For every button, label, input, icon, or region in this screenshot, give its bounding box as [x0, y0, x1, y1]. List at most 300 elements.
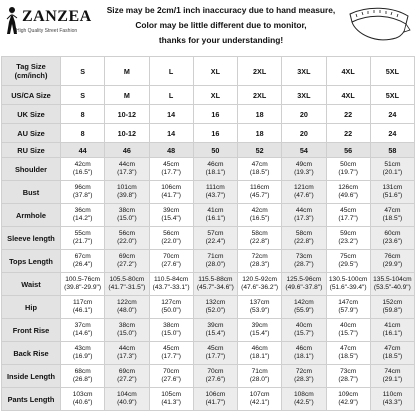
cm-value: 71cm	[251, 368, 268, 375]
cm-value: 105cm	[161, 391, 182, 398]
measurement-cell	[282, 296, 326, 319]
measurement-cell	[282, 319, 326, 342]
cm-value: 56cm	[163, 230, 180, 237]
measurement-cell	[370, 388, 414, 411]
measurement-cell	[370, 296, 414, 319]
inch-value: (28.7")	[294, 261, 314, 268]
measuring-tape-icon	[346, 4, 412, 48]
measurement-cell	[370, 250, 414, 273]
inch-value: (23.2")	[338, 238, 358, 245]
cm-value: 130.5-100cm	[328, 276, 368, 283]
brand-tagline: High Quality Street Fashion	[16, 28, 78, 34]
cm-value: 110cm	[382, 391, 403, 398]
inch-value: (55.9")	[294, 307, 314, 314]
measurement-cell	[149, 227, 193, 250]
measurement-cell	[282, 158, 326, 181]
measurement-cell	[370, 181, 414, 204]
cm-value: 152cm	[382, 299, 403, 306]
row-label: US/CA Size	[2, 86, 61, 105]
brand-name: ZANZEA	[22, 8, 92, 25]
cm-value: 51cm	[384, 161, 401, 168]
measurement-cell	[370, 204, 414, 227]
measurement-cell	[370, 342, 414, 365]
inch-value: (18.5")	[338, 353, 358, 360]
measurement-cell	[238, 319, 282, 342]
inch-value: (59.8")	[382, 307, 403, 314]
size-cell: 20	[282, 124, 326, 143]
inch-value: (29.1")	[382, 376, 403, 383]
measurement-label: Pants Length	[2, 388, 61, 411]
measurement-row	[2, 158, 415, 181]
size-cell: 3XL	[282, 86, 326, 105]
cm-value: 69cm	[118, 368, 135, 375]
cm-value: 72cm	[295, 368, 312, 375]
cm-value: 111cm	[205, 184, 225, 191]
notice-line-3: thanks for your understanding!	[158, 35, 284, 45]
cm-value: 60cm	[384, 230, 401, 237]
measurement-cell	[105, 296, 149, 319]
inch-value: (18.5")	[249, 169, 270, 176]
size-cell: M	[105, 86, 149, 105]
inch-value: (17.7")	[161, 353, 181, 360]
inch-value: (29.5")	[338, 261, 358, 268]
inch-value: (15.0")	[161, 330, 181, 337]
inch-value: (28.0")	[249, 376, 270, 383]
measurement-label: Sleeve length	[2, 227, 61, 250]
size-notice	[96, 3, 346, 48]
cm-value: 43cm	[74, 345, 91, 352]
measurement-cell	[370, 158, 414, 181]
inch-value: (18.1")	[249, 353, 270, 360]
cm-value: 47cm	[340, 345, 357, 352]
inch-value: (45.7")	[249, 192, 270, 199]
cm-value: 46cm	[295, 345, 312, 352]
inch-value: (46.1")	[72, 307, 93, 314]
inch-value: (27.6")	[205, 376, 226, 383]
measurement-cell	[105, 250, 149, 273]
measurement-cell	[193, 273, 237, 296]
cm-value: 46cm	[251, 345, 268, 352]
inch-value: (49.6"-37.8")	[285, 284, 323, 291]
size-cell: 3XL	[282, 57, 326, 86]
cm-value: 131cm	[382, 184, 403, 191]
inch-value: (18.1")	[294, 353, 314, 360]
inch-value: (28.3")	[249, 261, 270, 268]
cm-value: 36cm	[74, 207, 91, 214]
measurement-cell	[326, 296, 370, 319]
size-cell: XL	[193, 86, 237, 105]
measurement-cell	[61, 388, 105, 411]
measurement-cell	[282, 181, 326, 204]
inch-value: (16.1")	[382, 330, 403, 337]
inch-value: (22.0")	[161, 238, 181, 245]
cm-value: 38cm	[118, 207, 135, 214]
inch-value: (42.9")	[338, 399, 358, 406]
inch-value: (23.6")	[382, 238, 403, 245]
notice-line-1: Size may be 2cm/1 inch inaccuracy due to hand measure,	[106, 5, 336, 15]
cm-value: 142cm	[293, 299, 314, 306]
inch-value: (41.7"-31.5")	[108, 284, 146, 291]
measurement-cell	[282, 388, 326, 411]
cm-value: 73cm	[340, 368, 357, 375]
notice-line-2: Color may be little different due to monitor,	[135, 20, 307, 30]
inch-value: (18.5")	[382, 353, 403, 360]
cm-value: 47cm	[384, 207, 401, 214]
measurement-cell	[282, 204, 326, 227]
measurement-cell	[193, 296, 237, 319]
measurement-cell	[61, 181, 105, 204]
cm-value: 70cm	[163, 253, 180, 260]
measurement-row	[2, 181, 415, 204]
cm-value: 38cm	[118, 322, 135, 329]
inch-value: (15.7")	[338, 330, 358, 337]
cm-value: 58cm	[295, 230, 312, 237]
inch-value: (27.6")	[161, 261, 181, 268]
measurement-cell	[193, 342, 237, 365]
measurement-cell	[61, 273, 105, 296]
measurement-cell	[282, 365, 326, 388]
size-cell: 16	[193, 105, 237, 124]
inch-value: (22.4")	[205, 238, 226, 245]
measurement-cell	[61, 204, 105, 227]
size-cell: 24	[370, 124, 414, 143]
measurement-cell	[326, 204, 370, 227]
cm-value: 47cm	[384, 345, 401, 352]
cm-value: 135.5-104cm	[373, 276, 412, 283]
cm-value: 46cm	[207, 161, 224, 168]
inch-value: (50.0")	[161, 307, 181, 314]
cm-value: 41cm	[207, 207, 224, 214]
inch-value: (22.0")	[117, 238, 137, 245]
inch-value: (15.0")	[117, 215, 137, 222]
inch-value: (22.8")	[294, 238, 314, 245]
cm-value: 75cm	[340, 253, 357, 260]
size-cell: 56	[326, 143, 370, 158]
inch-value: (43.7")	[205, 192, 226, 199]
cm-value: 68cm	[74, 368, 91, 375]
measurement-cell	[105, 342, 149, 365]
inch-value: (20.1")	[382, 169, 403, 176]
measurement-cell	[61, 227, 105, 250]
cm-value: 70cm	[163, 368, 180, 375]
cm-value: 45cm	[340, 207, 357, 214]
measurement-label: Waist	[2, 273, 61, 296]
cm-value: 106cm	[205, 391, 226, 398]
size-cell: 24	[370, 105, 414, 124]
measurement-cell	[282, 273, 326, 296]
measurement-cell	[326, 342, 370, 365]
measurement-row	[2, 204, 415, 227]
measurement-cell	[370, 227, 414, 250]
inch-value: (14.6")	[72, 330, 93, 337]
inch-value: (40.6")	[72, 399, 93, 406]
tag-size-row	[2, 57, 415, 86]
inch-value: (17.7")	[161, 169, 181, 176]
inch-value: (18.1")	[205, 169, 226, 176]
size-cell: 2XL	[238, 57, 282, 86]
size-cell: 10-12	[105, 124, 149, 143]
measurement-cell	[238, 273, 282, 296]
cm-value: 105.5-80cm	[109, 276, 145, 283]
measurement-cell	[193, 319, 237, 342]
cm-value: 39cm	[207, 322, 224, 329]
measurement-cell	[105, 388, 149, 411]
cm-value: 125.5-96cm	[286, 276, 322, 283]
measurement-cell	[370, 365, 414, 388]
measurement-cell	[61, 342, 105, 365]
inch-value: (29.9")	[382, 261, 403, 268]
measurement-cell	[149, 158, 193, 181]
inch-value: (37.8")	[72, 192, 93, 199]
inch-value: (28.7")	[338, 376, 358, 383]
measurement-label: Back Rise	[2, 342, 61, 365]
inch-value: (43.7"-33.1")	[152, 284, 190, 291]
inch-value: (52.0")	[205, 307, 226, 314]
measurement-cell	[105, 158, 149, 181]
measurement-cell	[149, 319, 193, 342]
size-cell: 50	[193, 143, 237, 158]
measurement-row	[2, 319, 415, 342]
size-cell: 22	[326, 105, 370, 124]
cm-value: 39cm	[163, 207, 180, 214]
inch-value: (27.2")	[117, 376, 137, 383]
cm-value: 42cm	[74, 161, 91, 168]
inch-value: (21.7")	[72, 238, 93, 245]
measurement-label: Bust	[2, 181, 61, 204]
cm-value: 126cm	[338, 184, 359, 191]
cm-value: 38cm	[163, 322, 180, 329]
cm-value: 106cm	[161, 184, 182, 191]
measurement-cell	[326, 388, 370, 411]
size-cell: 14	[149, 124, 193, 143]
cm-value: 47cm	[251, 161, 268, 168]
inch-value: (28.0")	[205, 261, 226, 268]
inch-value: (57.9")	[338, 307, 358, 314]
cm-value: 41cm	[384, 322, 401, 329]
size-cell: S	[61, 86, 105, 105]
measurement-label: Front Rise	[2, 319, 61, 342]
cm-value: 56cm	[118, 230, 135, 237]
inch-value: (16.9")	[72, 353, 93, 360]
inch-value: (28.3")	[294, 376, 314, 383]
cm-value: 42cm	[251, 207, 268, 214]
inch-value: (53.9")	[249, 307, 270, 314]
measurement-cell	[282, 250, 326, 273]
cm-value: 107cm	[249, 391, 270, 398]
size-cell: 8	[61, 124, 105, 143]
uk-size-row	[2, 105, 415, 124]
inch-value: (48.0")	[117, 307, 137, 314]
cm-value: 147cm	[338, 299, 359, 306]
measurement-label: Inside Length	[2, 365, 61, 388]
cm-value: 100.5-76cm	[65, 276, 101, 283]
measurement-cell	[238, 181, 282, 204]
cm-value: 127cm	[161, 299, 182, 306]
inch-value: (51.6")	[382, 192, 403, 199]
size-cell: 22	[326, 124, 370, 143]
measurement-cell	[370, 273, 414, 296]
cm-value: 58cm	[251, 230, 268, 237]
measurement-label: Hip	[2, 296, 61, 319]
inch-value: (26.4")	[72, 261, 93, 268]
measurement-label: Shoulder	[2, 158, 61, 181]
measurement-cell	[326, 365, 370, 388]
measurement-cell	[149, 296, 193, 319]
size-cell: 2XL	[238, 86, 282, 105]
inch-value: (16.1")	[205, 215, 226, 222]
measurement-cell	[149, 181, 193, 204]
measurement-cell	[193, 250, 237, 273]
cm-value: 40cm	[340, 322, 357, 329]
size-cell: 16	[193, 124, 237, 143]
size-chart-table	[1, 56, 415, 411]
inch-value: (39.8")	[117, 192, 137, 199]
measurement-cell	[61, 296, 105, 319]
cm-value: 39cm	[251, 322, 268, 329]
cm-value: 116cm	[249, 184, 270, 191]
inch-value: (15.4")	[161, 215, 181, 222]
measurement-cell	[149, 250, 193, 273]
measurement-row	[2, 273, 415, 296]
measurement-cell	[149, 365, 193, 388]
inch-value: (53.5"-40.9")	[373, 284, 411, 291]
measurement-cell	[282, 227, 326, 250]
cm-value: 108cm	[293, 391, 314, 398]
measurement-cell	[370, 319, 414, 342]
measurement-cell	[193, 227, 237, 250]
measurement-cell	[238, 227, 282, 250]
measurement-cell	[105, 204, 149, 227]
inch-value: (17.7")	[338, 215, 358, 222]
measurement-cell	[105, 227, 149, 250]
measurement-cell	[193, 158, 237, 181]
measurement-cell	[149, 342, 193, 365]
inch-value: (22.8")	[249, 238, 270, 245]
cm-value: 120.5-92cm	[242, 276, 278, 283]
inch-value: (17.3")	[117, 353, 137, 360]
inch-value: (16.5")	[249, 215, 270, 222]
row-label: RU Size	[2, 143, 61, 158]
inch-value: (15.4")	[249, 330, 270, 337]
cm-value: 103cm	[72, 391, 93, 398]
size-cell: 18	[238, 124, 282, 143]
inch-value: (47.6")	[294, 192, 314, 199]
inch-value: (40.9")	[117, 399, 137, 406]
inch-value: (17.7")	[205, 353, 226, 360]
measurement-cell	[282, 342, 326, 365]
measurement-cell	[105, 273, 149, 296]
size-cell: 44	[61, 143, 105, 158]
cm-value: 121cm	[293, 184, 314, 191]
inch-value: (26.8")	[72, 376, 93, 383]
ru-size-row	[2, 143, 415, 158]
inch-value: (27.2")	[117, 261, 137, 268]
size-cell: L	[149, 86, 193, 105]
measurement-cell	[105, 181, 149, 204]
measurement-cell	[193, 388, 237, 411]
au-size-row	[2, 124, 415, 143]
measurement-cell	[61, 319, 105, 342]
measurement-cell	[105, 365, 149, 388]
inch-value: (15.4")	[205, 330, 226, 337]
cm-value: 117cm	[72, 299, 93, 306]
cm-value: 44cm	[295, 207, 312, 214]
inch-value: (49.6")	[338, 192, 358, 199]
inch-value: (43.3")	[382, 399, 403, 406]
cm-value: 72cm	[251, 253, 268, 260]
measurement-row	[2, 388, 415, 411]
cm-value: 73cm	[295, 253, 312, 260]
size-cell: XL	[193, 57, 237, 86]
size-cell: 5XL	[370, 57, 414, 86]
measurement-cell	[61, 365, 105, 388]
cm-value: 70cm	[207, 368, 224, 375]
measurement-row	[2, 250, 415, 273]
size-cell: 58	[370, 143, 414, 158]
measurement-cell	[149, 204, 193, 227]
cm-value: 50cm	[340, 161, 357, 168]
us-size-row	[2, 86, 415, 105]
measurement-cell	[238, 250, 282, 273]
size-cell: M	[105, 57, 149, 86]
measurement-cell	[193, 204, 237, 227]
measurement-cell	[238, 158, 282, 181]
cm-value: 44cm	[118, 345, 135, 352]
measurement-cell	[326, 181, 370, 204]
cm-value: 132cm	[205, 299, 226, 306]
inch-value: (45.7"-34.6")	[196, 284, 234, 291]
inch-value: (19.7")	[338, 169, 358, 176]
cm-value: 45cm	[163, 345, 180, 352]
size-cell: 46	[105, 143, 149, 158]
cm-value: 101cm	[116, 184, 137, 191]
size-cell: 48	[149, 143, 193, 158]
cm-value: 45cm	[163, 161, 180, 168]
size-cell: 4XL	[326, 86, 370, 105]
measurement-cell	[61, 158, 105, 181]
measurement-row	[2, 342, 415, 365]
cm-value: 69cm	[118, 253, 135, 260]
size-cell: 20	[282, 105, 326, 124]
size-cell: 52	[238, 143, 282, 158]
cm-value: 76cm	[384, 253, 401, 260]
row-label: Tag Size (cm/inch)	[2, 57, 61, 86]
row-label: UK Size	[2, 105, 61, 124]
cm-value: 122cm	[116, 299, 137, 306]
cm-value: 137cm	[249, 299, 270, 306]
measurement-row	[2, 296, 415, 319]
size-cell: 5XL	[370, 86, 414, 105]
measurement-cell	[326, 250, 370, 273]
measurement-cell	[238, 204, 282, 227]
inch-value: (27.6")	[161, 376, 181, 383]
measurement-cell	[105, 319, 149, 342]
inch-value: (19.3")	[294, 169, 314, 176]
measurement-cell	[193, 181, 237, 204]
measurement-row	[2, 227, 415, 250]
measurement-cell	[326, 273, 370, 296]
cm-value: 57cm	[207, 230, 224, 237]
cm-value: 71cm	[207, 253, 224, 260]
cm-value: 74cm	[384, 368, 401, 375]
size-cell: 14	[149, 105, 193, 124]
inch-value: (14.2")	[72, 215, 93, 222]
measurement-cell	[193, 365, 237, 388]
cm-value: 109cm	[338, 391, 359, 398]
measurement-cell	[238, 296, 282, 319]
inch-value: (41.7")	[205, 399, 226, 406]
inch-value: (15.7")	[294, 330, 314, 337]
